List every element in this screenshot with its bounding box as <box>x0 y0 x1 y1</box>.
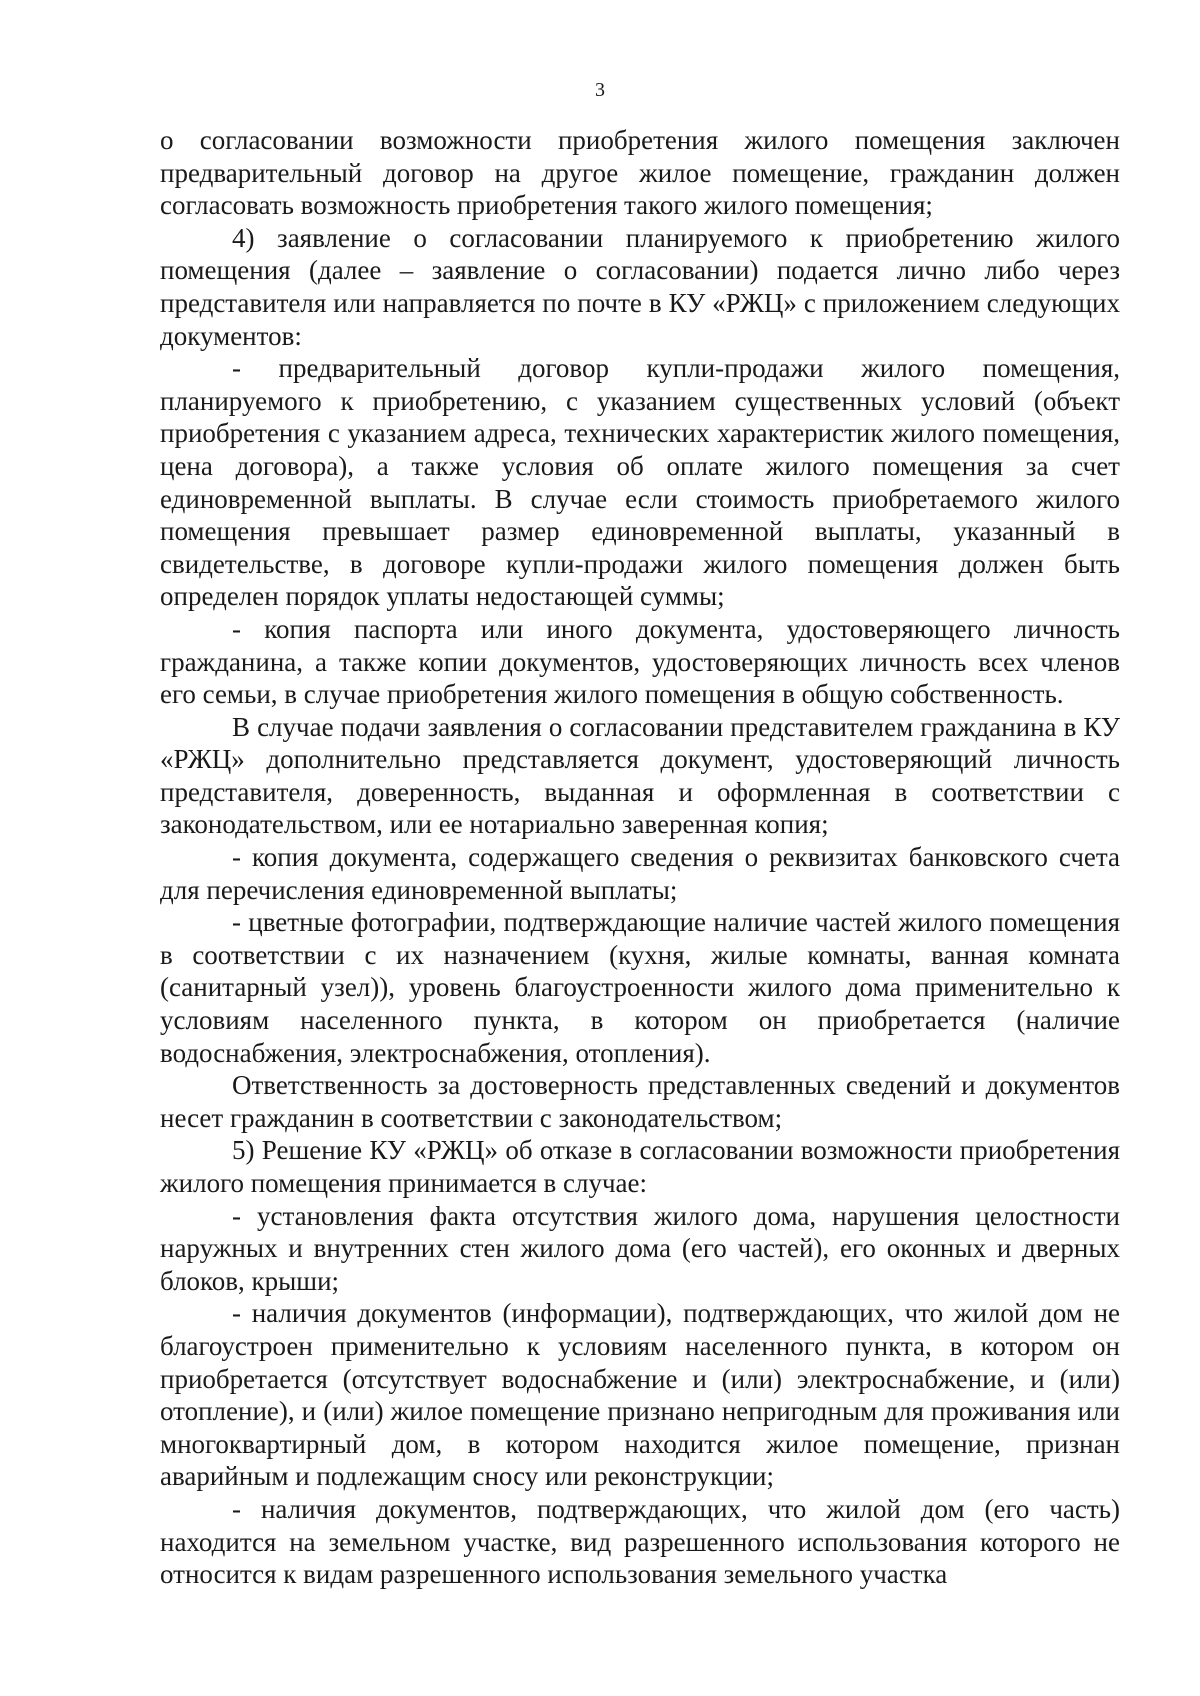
paragraph-10: - установления факта отсутствия жилого дома, нарушения целостности наружных и внутренних стен жилого дома (его частей), его оконных и дверных блоков, крыши; <box>160 1200 1120 1296</box>
paragraph-3: - предварительный договор купли-продажи жилого помещения, планируемого к приобретению, с указанием существенных условий (объект приобретения с указанием адреса, технических характеристик жилого помещения, цена договора), а также условия об оплате жилого помещения за счет единовременной выплаты. В случае если стоимость приобретаемого жилого помещения превышает размер единовременной выплаты, указанный в свидетельстве, в договоре купли-продажи жилого помещения должен быть определен порядок уплаты недостающей суммы; <box>160 353 1120 612</box>
paragraph-6: - копия документа, содержащего сведения о реквизитах банковского счета для перечисления единовременной выплаты; <box>160 842 1120 905</box>
document-body <box>160 124 1120 1591</box>
paragraph-4: - копия паспорта или иного документа, удостоверяющего личность гражданина, а также копии документов, удостоверяющих личность всех членов его семьи, в случае приобретения жилого помещения в общую собственность. <box>160 613 1120 710</box>
paragraph-7: - цветные фотографии, подтверждающие наличие частей жилого помещения в соответствии с их назначением (кухня, жилые комнаты, ванная комната (санитарный узел)), уровень благоустроенности жилого дома применительно к условиям населенного пункта, в котором он приобретается (наличие водоснабжения, электроснабжения, отопления). <box>160 907 1120 1068</box>
page-number: 3 <box>595 79 605 101</box>
paragraph-11: - наличия документов (информации), подтверждающих, что жилой дом не благоустроен применительно к условиям населенного пункта, в котором он приобретается (отсутствует водоснабжение и (или) электроснабжение, и (или) отопление), и (или) жилое помещение признано непригодным для проживания или многоквартирный дом, в котором находится жилое помещение, признан аварийным и подлежащим сносу или реконструкции; <box>160 1298 1120 1492</box>
paragraph-9: 5) Решение КУ «РЖЦ» об отказе в согласовании возможности приобретения жилого помещения принимается в случае: <box>160 1135 1120 1198</box>
paragraph-12: - наличия документов, подтверждающих, что жилой дом (его часть) находится на земельном участке, вид разрешенного использования которого не относится к видам разрешенного использования земельного участка <box>160 1493 1120 1590</box>
paragraph-1: о согласовании возможности приобретения жилого помещения заключен предварительный договор на другое жилое помещение, гражданин должен согласовать возможность приобретения такого жилого помещения; <box>160 125 1120 221</box>
paragraph-5: В случае подачи заявления о согласовании представителем гражданина в КУ «РЖЦ» дополнительно представляется документ, удостоверяющий личность представителя, доверенность, выданная и оформленная в соответствии с законодательством, или ее нотариально заверенная копия; <box>160 711 1120 840</box>
paragraph-2: 4) заявление о согласовании планируемого к приобретению жилого помещения (далее – заявление о согласовании) подается лично либо через представителя или направляется по почте в КУ «РЖЦ» с приложением следующих документов: <box>160 222 1120 351</box>
paragraph-8: Ответственность за достоверность представленных сведений и документов несет гражданин в соответствии с законодательством; <box>160 1070 1120 1133</box>
